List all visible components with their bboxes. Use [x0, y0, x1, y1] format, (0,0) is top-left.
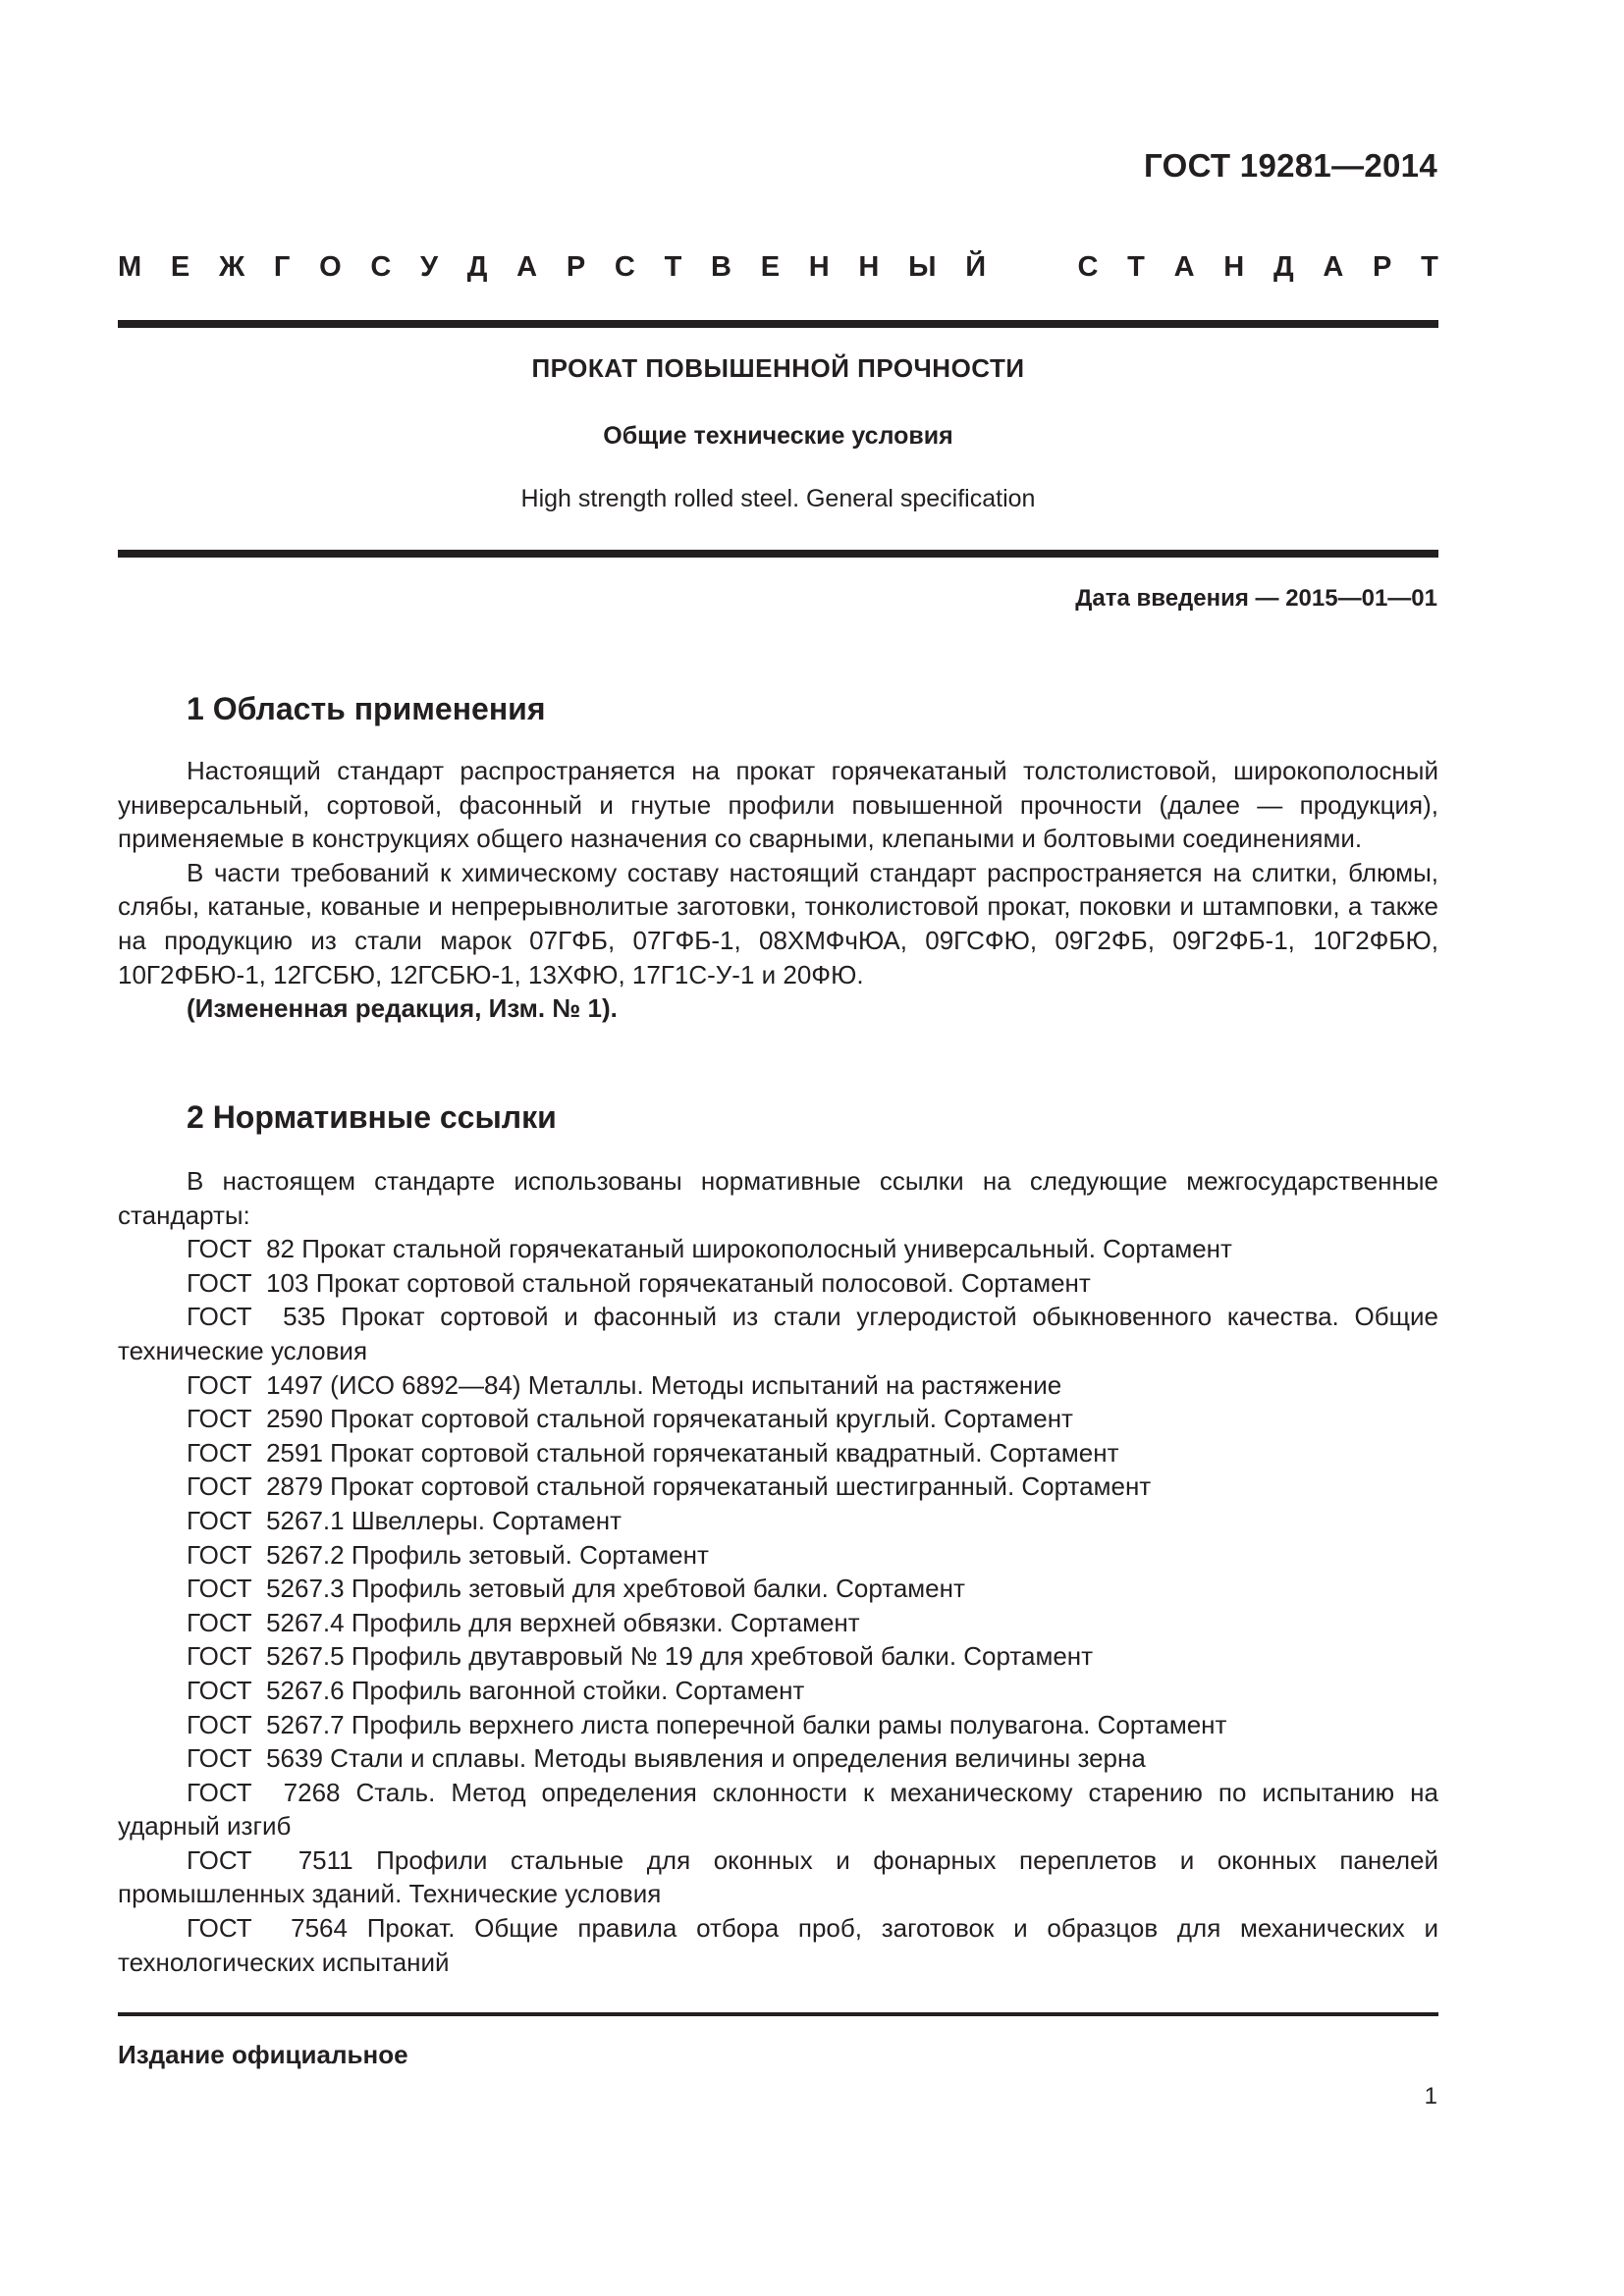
official-edition-label: Издание официальное — [118, 2040, 408, 2069]
reference-title: Прокат стальной горячекатаный широкополосный универсальный. Сортамент — [301, 1234, 1232, 1264]
reference-item — [118, 1606, 1438, 1640]
reference-code: ГОСТ 103 — [187, 1267, 309, 1298]
reference-item — [118, 1911, 1438, 1979]
reference-title: (ИСО 6892—84) Металлы. Методы испытаний на растяжение — [330, 1369, 1062, 1400]
banner-letter: Д — [466, 251, 488, 283]
reference-title: Сталь. Метод определения склонности к механическому старению по испытанию на ударный изгиб — [118, 1777, 1438, 1842]
reference-title: Прокат. Общие правила отбора проб, заготовок и образцов для механических и технологических испытаний — [118, 1913, 1439, 1977]
section-1-body — [118, 754, 1438, 1026]
document-subtitle: Общие технические условия — [603, 422, 953, 450]
reference-item — [118, 1572, 1438, 1606]
banner-letter: А — [1173, 251, 1195, 283]
reference-title: Профиль зетовый для хребтовой балки. Сортамент — [351, 1574, 965, 1604]
banner-letter: М — [118, 251, 142, 283]
section-1-heading: 1 Область применения — [187, 691, 546, 726]
page-number: 1 — [1424, 2083, 1437, 2109]
reference-code: ГОСТ 5267.3 — [187, 1574, 345, 1604]
reference-title: Прокат сортовой стальной горячекатаный квадратный. Сортамент — [330, 1437, 1119, 1468]
banner-letter: У — [420, 251, 439, 283]
document-number: ГОСТ 19281—2014 — [1144, 147, 1437, 184]
banner-word-gap — [1015, 251, 1049, 284]
reference-code: ГОСТ 7268 — [187, 1777, 341, 1807]
footer-rule — [118, 2012, 1438, 2016]
banner-letter: Н — [1223, 251, 1245, 283]
banner-letter: Е — [170, 251, 190, 283]
reference-item — [118, 1674, 1438, 1708]
banner-letter: Е — [760, 251, 781, 283]
english-title: High strength rolled steel. General specification — [520, 485, 1036, 512]
reference-code: ГОСТ 2879 — [187, 1471, 323, 1502]
reference-item — [118, 1469, 1438, 1504]
reference-title: Профиль для верхней обвязки. Сортамент — [351, 1607, 860, 1637]
reference-title: Профиль зетовый. Сортамент — [351, 1539, 709, 1570]
reference-item — [118, 1843, 1438, 1911]
top-rule — [118, 320, 1438, 328]
scope-paragraph-2: В части требований к химическому составу настоящий стандарт распространяется на слитки, блюмы, слябы, катаные, кованые и непрерывнолитые заготовки, тонколистовой прокат, поковки и штамповки, а также на продукцию из стали марок 07ГФБ, 07ГФБ-1, 08ХМФчЮА, 09ГСФЮ, 09Г2ФБ, 09Г2ФБ-1, 10Г2ФБЮ, 10Г2ФБЮ-1, 12ГСБЮ, 12ГСБЮ-1, 13ХФЮ, 17Г1С-У-1 и 20ФЮ. — [118, 857, 1438, 989]
banner-letter: Д — [1272, 251, 1294, 283]
reference-item — [118, 1639, 1438, 1674]
reference-title: Стали и сплавы. Методы выявления и определения величины зерна — [330, 1743, 1146, 1774]
banner-letter: Р — [566, 251, 586, 283]
reference-title: Прокат сортовой стальной горячекатаный круглый. Сортамент — [330, 1404, 1073, 1434]
reference-title: Профиль двутавровый № 19 для хребтовой балки. Сортамент — [351, 1641, 1094, 1672]
reference-code: ГОСТ 5267.1 — [187, 1505, 345, 1535]
reference-code: ГОСТ 5267.5 — [187, 1641, 345, 1672]
section-2-body — [118, 1164, 1438, 1979]
document-title: ПРОКАТ ПОВЫШЕННОЙ ПРОЧНОСТИ — [531, 353, 1025, 383]
banner-letter: Ж — [218, 251, 245, 283]
banner-letter: С — [614, 251, 635, 283]
reference-code: ГОСТ 5267.7 — [187, 1709, 345, 1739]
reference-code: ГОСТ 82 — [187, 1234, 296, 1264]
reference-item — [118, 1504, 1438, 1538]
reference-code: ГОСТ 2591 — [187, 1437, 323, 1468]
reference-title: Профиль верхнего листа поперечной балки рамы полувагона. Сортамент — [351, 1709, 1227, 1739]
reference-item — [118, 1708, 1438, 1742]
reference-item — [118, 1776, 1438, 1843]
reference-title: Прокат сортовой и фасонный из стали углеродистой обыкновенного качества. Общие технические условия — [118, 1302, 1438, 1365]
reference-code: ГОСТ 5267.2 — [187, 1539, 345, 1570]
section-2-heading: 2 Нормативные ссылки — [187, 1099, 557, 1135]
banner-letter: Р — [1373, 251, 1392, 283]
scope-paragraph-1: Настоящий стандарт распространяется на прокат горячекатаный толстолистовой, широкополосный универсальный, сортовой, фасонный и гнутые профили повышенной прочности (далее — продукция), применяемые в конструкциях общего назначения со сварными, клепаными и болтовыми соединениями. — [118, 756, 1438, 854]
reference-code: ГОСТ 5267.6 — [187, 1675, 345, 1705]
banner-letter: С — [1077, 251, 1099, 283]
banner-letter: О — [319, 251, 342, 283]
reference-title: Швеллеры. Сортамент — [351, 1505, 622, 1535]
reference-code: ГОСТ 1497 — [187, 1369, 323, 1400]
banner-letter: А — [1323, 251, 1344, 283]
banner-letter: А — [516, 251, 538, 283]
reference-title: Прокат сортовой стальной горячекатаный шестигранный. Сортамент — [330, 1471, 1152, 1502]
reference-title: Прокат сортовой стальной горячекатаный полосовой. Сортамент — [315, 1267, 1091, 1298]
banner-letter: Г — [273, 251, 291, 283]
reference-title: Профиль вагонной стойки. Сортамент — [351, 1675, 805, 1705]
reference-item — [118, 1402, 1438, 1436]
banner-letter: Т — [664, 251, 682, 283]
introduction-date: Дата введения — 2015—01—01 — [1075, 585, 1437, 612]
reference-code: ГОСТ 7564 — [187, 1913, 348, 1944]
reference-item — [118, 1538, 1438, 1573]
references-list — [118, 1232, 1438, 1979]
banner-letter: Т — [1127, 251, 1145, 283]
standard-type-banner — [118, 251, 1438, 284]
banner-letter: В — [711, 251, 731, 283]
banner-letter: Т — [1421, 251, 1438, 283]
reference-item — [118, 1266, 1438, 1301]
reference-item — [118, 1436, 1438, 1470]
banner-letter: Н — [858, 251, 880, 283]
reference-code: ГОСТ 5639 — [187, 1743, 323, 1774]
reference-item — [118, 1300, 1438, 1367]
reference-item — [118, 1741, 1438, 1776]
reference-code: ГОСТ 2590 — [187, 1404, 323, 1434]
reference-title: Профили стальные для оконных и фонарных переплетов и оконных панелей промышленных зданий. Технические условия — [118, 1844, 1438, 1909]
references-intro: В настоящем стандарте использованы нормативные ссылки на следующие межгосударственные стандарты: — [118, 1166, 1438, 1230]
title-rule — [118, 550, 1438, 558]
amendment-note: (Измененная редакция, Изм. № 1). — [187, 993, 618, 1024]
reference-item — [118, 1368, 1438, 1403]
banner-letter: Й — [965, 251, 987, 283]
banner-letter: Ы — [908, 251, 937, 283]
reference-code: ГОСТ 7511 — [187, 1844, 353, 1875]
reference-item — [118, 1232, 1438, 1266]
reference-code: ГОСТ 5267.4 — [187, 1607, 345, 1637]
banner-letter: С — [370, 251, 392, 283]
banner-letter: Н — [808, 251, 830, 283]
reference-code: ГОСТ 535 — [187, 1302, 326, 1332]
